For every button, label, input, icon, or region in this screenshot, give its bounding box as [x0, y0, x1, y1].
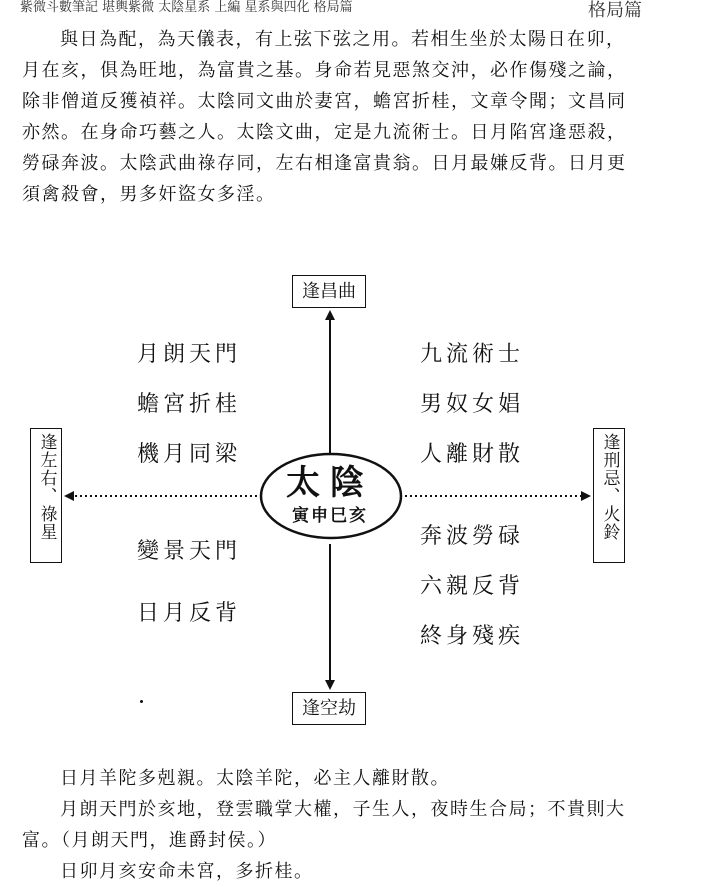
- lower-left-outcomes: [137, 527, 241, 639]
- header-text: 紫微斗數筆記 堪輿紫微 太陰星系 上編 星系與四化 格局篇: [20, 0, 353, 15]
- paragraph-line: 富。（月朗天門，進爵封侯。）: [22, 830, 277, 851]
- bottom-condition-box: [292, 692, 366, 725]
- top-condition-box: [292, 275, 366, 308]
- paragraph-line: 亦然。在身命巧藝之人。太陰文曲，定是九流術士。日月陷宮逢惡殺，: [22, 122, 627, 143]
- outcome-item: 人離財散: [420, 442, 525, 467]
- upper-right-outcomes: [420, 330, 524, 480]
- outcome-item: 日月反背: [137, 601, 242, 626]
- outcome-item: 六親反背: [420, 574, 525, 599]
- paragraph-line: 除非僧道反獲禎祥。太陰同文曲於妻宮，蟾宮折桂，文章令聞；文昌同: [22, 91, 627, 112]
- left-condition-label: 逢左右、祿星: [36, 433, 57, 541]
- right-condition-label: 逢刑忌、火鈴: [599, 433, 620, 541]
- stray-dot: [140, 700, 143, 703]
- paragraph-line: 日月羊陀多剋親。太陰羊陀，必主人離財散。: [60, 768, 450, 789]
- left-condition-box: [30, 428, 62, 563]
- top-condition-label: 逢昌曲: [302, 281, 356, 302]
- paragraph-line: 日卯月亥安命未宮，多折桂。: [60, 861, 314, 882]
- paragraph-line: 與日為配，為天儀表，有上弦下弦之用。若相生坐於太陽日在卯，: [60, 29, 626, 50]
- bottom-condition-label: 逢空劫: [302, 698, 356, 719]
- paragraph-line: 月在亥，俱為旺地，為富貴之基。身命若見惡煞交沖，必作傷殘之論，: [22, 60, 627, 81]
- upper-left-outcomes: [137, 330, 241, 480]
- lower-right-outcomes: [420, 512, 524, 662]
- outcome-item: 九流術士: [420, 342, 525, 367]
- outcome-item: 蟾宮折桂: [137, 392, 242, 417]
- header-section-title: 格局篇: [588, 0, 642, 18]
- paragraph-line: 月朗天門於亥地，登雲職掌大權，子生人，夜時生合局；不貴則大: [60, 799, 626, 820]
- center-palaces: 寅申巳亥: [292, 506, 368, 526]
- outcome-item: 月朗天門: [137, 342, 242, 367]
- outcome-item: 變景天門: [137, 539, 242, 564]
- center-star-name: 太陰: [286, 463, 374, 503]
- outcome-item: 終身殘疾: [420, 624, 525, 649]
- paragraph-line: 須禽殺會，男多奸盜女多淫。: [22, 184, 276, 205]
- right-condition-box: [593, 428, 625, 563]
- outcome-item: 男奴女娼: [420, 392, 525, 417]
- bottom-paragraph: [22, 763, 662, 887]
- outcome-item: 奔波勞碌: [420, 524, 525, 549]
- paragraph-line: 勞碌奔波。太陰武曲祿存同，左右相逢富貴翁。日月最嫌反背。日月更: [22, 153, 627, 174]
- outcome-item: 機月同梁: [137, 442, 242, 467]
